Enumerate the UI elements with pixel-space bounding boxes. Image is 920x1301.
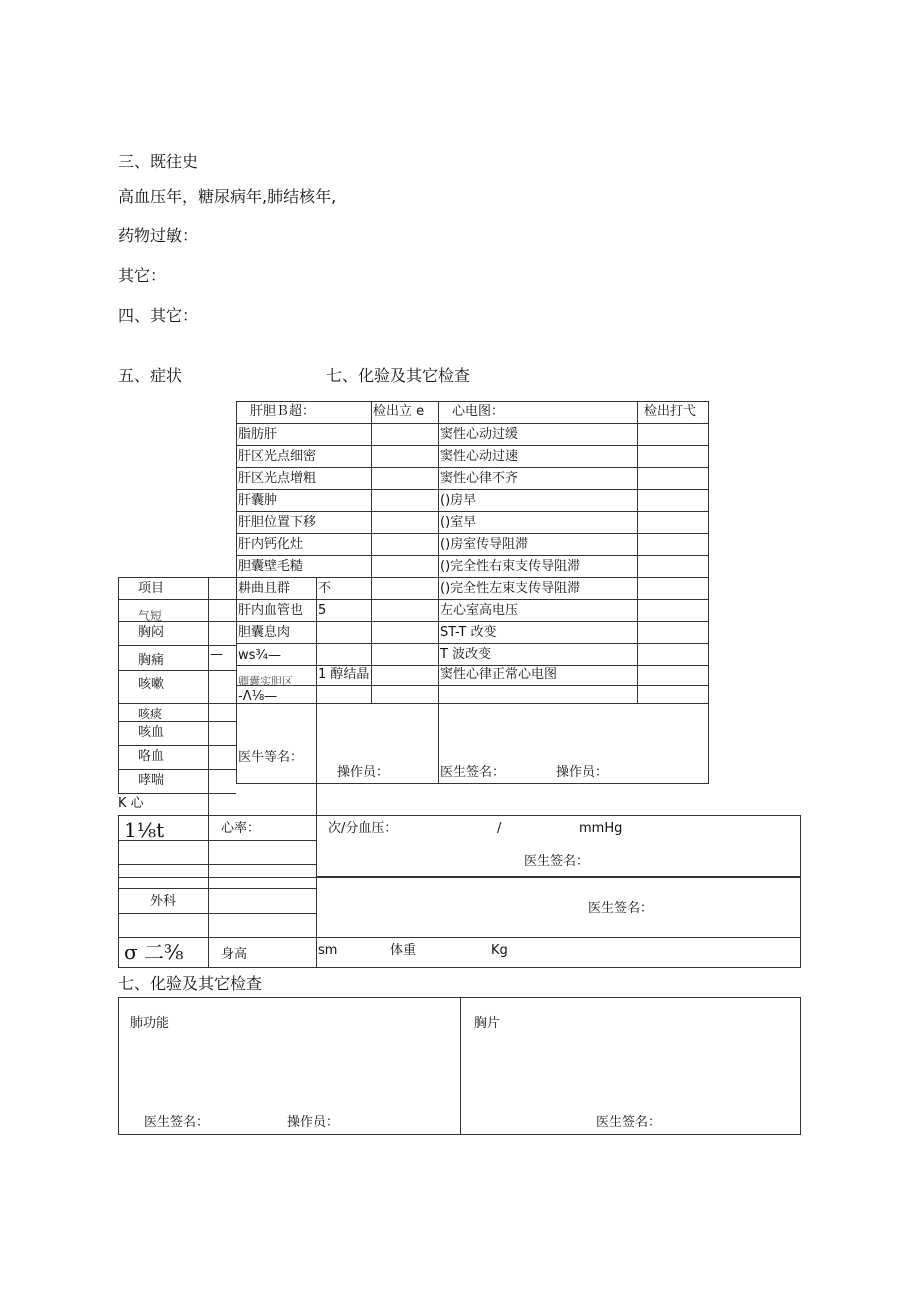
liver-item: 肝区光点细密 <box>238 449 317 464</box>
lab-operator: 操作员： <box>287 1115 340 1130</box>
vitals-doctor-sign: 医生签名： <box>524 854 590 869</box>
liver-item: 卿囊实胆区 <box>238 675 293 688</box>
history-line: 高血压年，糖尿病年,肺结核年, <box>118 187 337 206</box>
height-label: 身高 <box>221 947 248 962</box>
symptom-item: 气短 <box>138 609 163 623</box>
height-unit: sm <box>318 943 338 958</box>
surgery-label: 外科 <box>150 894 177 909</box>
lab-doctor-sign-right: 医生签名： <box>596 1115 662 1130</box>
ecg-operator: 操作员： <box>556 765 609 780</box>
history-other-label: 其它： <box>118 266 167 285</box>
lab-doctor-sign-left: 医生签名： <box>144 1115 210 1130</box>
liver-item: ws¾— <box>238 648 282 663</box>
lab-heading-upper: 七、化验及其它检查 <box>326 366 471 385</box>
liver-doctor-sign: 医牛等名： <box>238 750 304 765</box>
ecg-item: ()室早 <box>440 515 477 530</box>
liver-item: 肝区光点增粗 <box>238 471 317 486</box>
ecg-item: ()房早 <box>440 493 477 508</box>
liver-item: 肝胆位置下移 <box>238 515 317 530</box>
liver-extra: 1 醇结晶 <box>318 667 370 682</box>
symptom-item: 胸闷 <box>138 625 165 640</box>
ecg-item: 窦性心动过速 <box>440 449 519 464</box>
symptom-item: 胸痛 <box>138 653 165 668</box>
symptom-item: 咳痰 <box>138 707 163 721</box>
heart-rate-label: 心率： <box>221 821 261 836</box>
liver-item: 脂肪肝 <box>238 427 278 442</box>
body-label: σ 二⅜ <box>124 940 184 964</box>
liver-item: 胆囊息肉 <box>238 625 291 640</box>
symptoms-heading: 五、症状 <box>118 366 183 385</box>
liver-item: 耕曲且群 <box>238 581 291 596</box>
ecg-item: ()完全性右束支传导阻滞 <box>440 559 581 574</box>
bp-label: 次/分血压： <box>328 821 398 836</box>
ecg-item: 窦性心律正常心电图 <box>440 667 558 682</box>
ecg-doctor-sign: 医生签名： <box>440 765 506 780</box>
symptom-item: K 心 <box>118 796 144 811</box>
weight-unit: Kg <box>491 943 508 958</box>
chest-film-label: 胸片 <box>474 1016 501 1031</box>
ecg-item: T 波改变 <box>440 647 492 662</box>
bp-slash: / <box>497 821 502 836</box>
drug-allergy-label: 药物过敏： <box>118 226 199 245</box>
lab-heading: 七、化验及其它检查 <box>118 974 263 993</box>
symptoms-header: 项目 <box>138 581 165 596</box>
liver-extra: 不 <box>318 581 332 596</box>
liver-item: 肝内钙化灶 <box>238 537 304 552</box>
symptom-dash: — <box>210 647 223 662</box>
liver-extra: 5 <box>318 603 327 618</box>
ecg-result-header: 检出打弋 <box>644 404 697 419</box>
history-heading: 三、既往史 <box>118 152 199 171</box>
liver-item: 胆囊壁毛糙 <box>238 559 304 574</box>
weight-label: 体重 <box>390 943 417 958</box>
liver-ultrasound-header: 肝胆Ｂ超： <box>250 404 316 419</box>
symptom-item: 哮喘 <box>138 773 165 788</box>
ecg-header: 心电图： <box>452 404 505 419</box>
bp-unit: mmHg <box>579 821 623 836</box>
section4-heading: 四、其它： <box>118 306 199 325</box>
liver-item: 肝囊肿 <box>238 493 278 508</box>
liver-item: -Λ⅛— <box>238 689 278 704</box>
lung-function-label: 肺功能 <box>130 1016 170 1031</box>
symptom-item: 咳血 <box>138 725 165 740</box>
liver-operator: 操作员： <box>337 765 390 780</box>
ecg-item: ()房室传导阻滞 <box>440 537 529 552</box>
ecg-item: ST-T 改变 <box>440 625 497 640</box>
symptom-item: 咯血 <box>138 749 165 764</box>
liver-result-header: 检出立 e <box>373 404 425 419</box>
ecg-item: 窦性心律不齐 <box>440 471 519 486</box>
ecg-item: 窦性心动过缓 <box>440 427 519 442</box>
liver-item: 肝内血管也 <box>238 603 304 618</box>
vitals-label: 1⅛t <box>124 818 165 842</box>
ecg-item: 左心室高电压 <box>440 603 519 618</box>
surgery-doctor-sign: 医生签名： <box>588 901 654 916</box>
ecg-item: ()完全性左束支传导阻滞 <box>440 581 581 596</box>
symptom-item: 咳嗽 <box>138 677 165 692</box>
